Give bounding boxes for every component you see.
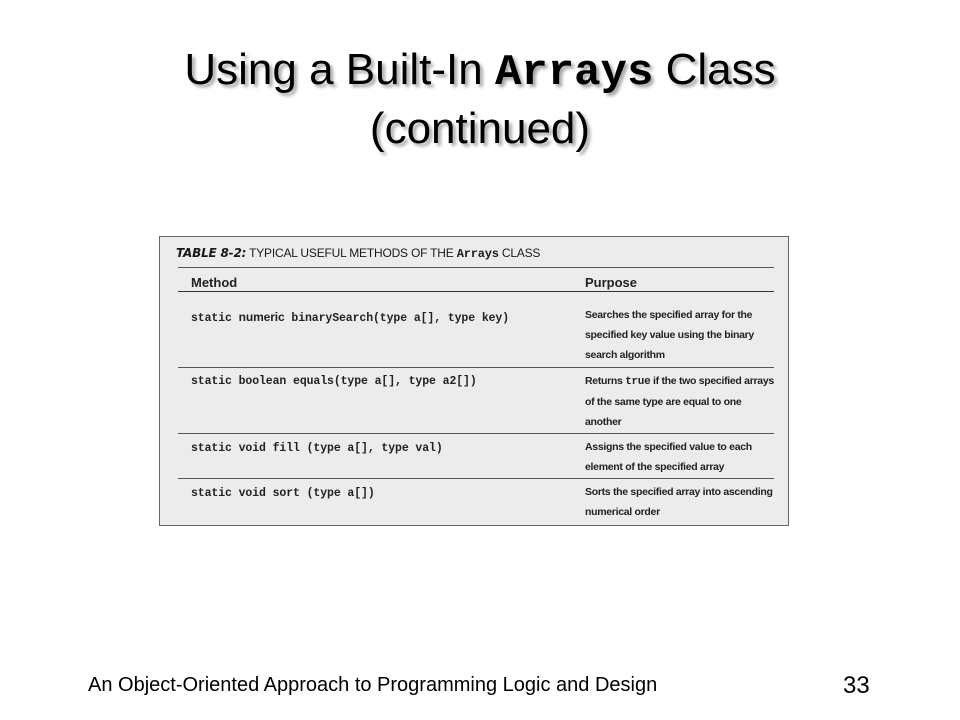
column-header-method: Method xyxy=(191,275,238,290)
column-header-purpose: Purpose xyxy=(585,275,638,290)
method-return-type: numeric xyxy=(238,310,285,324)
method-equals: static boolean equals(type a[], type a2[]) xyxy=(191,375,477,388)
table-caption-tag: TABLE 8-2: xyxy=(176,246,247,260)
title-code-arrays: Arrays xyxy=(494,48,654,98)
purpose-sort: Sorts the specified array into ascending numerical order xyxy=(585,486,773,518)
page-number: 33 xyxy=(843,672,870,699)
purpose-equals xyxy=(585,371,775,432)
method-fill: static void fill (type a[], type val) xyxy=(191,442,443,455)
header-rule xyxy=(178,291,774,292)
purpose-equals-code: true xyxy=(625,376,651,388)
purpose-binary-search: Searches the specified array for the specified key value using the binary search algorithm xyxy=(585,309,754,361)
title-line-1 xyxy=(60,42,900,101)
table-caption xyxy=(176,246,540,261)
table-caption-code: Arrays xyxy=(456,247,499,261)
table-caption-text: TYPICAL USEFUL METHODS OF THE xyxy=(246,246,457,260)
title-text-start: Using a Built-In xyxy=(184,45,495,94)
method-sort: static void sort (type a[]) xyxy=(191,487,375,500)
method-signature: binarySearch(type a[], type key) xyxy=(284,312,510,325)
method-binary-search xyxy=(191,310,509,325)
title-line-2: (continued) xyxy=(369,104,591,153)
method-static-keyword: static xyxy=(191,312,239,325)
caption-rule xyxy=(178,267,774,268)
slide-title xyxy=(60,42,900,157)
row-divider xyxy=(178,367,774,368)
row-divider xyxy=(178,433,774,434)
purpose-equals-end: if the two specified arrays of the same type are equal to one another xyxy=(585,375,774,428)
purpose-equals-start: Returns xyxy=(585,375,626,387)
methods-table-figure xyxy=(159,236,789,526)
title-text-end: Class xyxy=(653,45,776,94)
table-caption-end: CLASS xyxy=(498,246,541,260)
row-divider xyxy=(178,478,774,479)
footer-book-title: An Object-Oriented Approach to Programming Logic and Design xyxy=(88,674,658,696)
purpose-fill: Assigns the specified value to each element of the specified array xyxy=(585,441,752,473)
